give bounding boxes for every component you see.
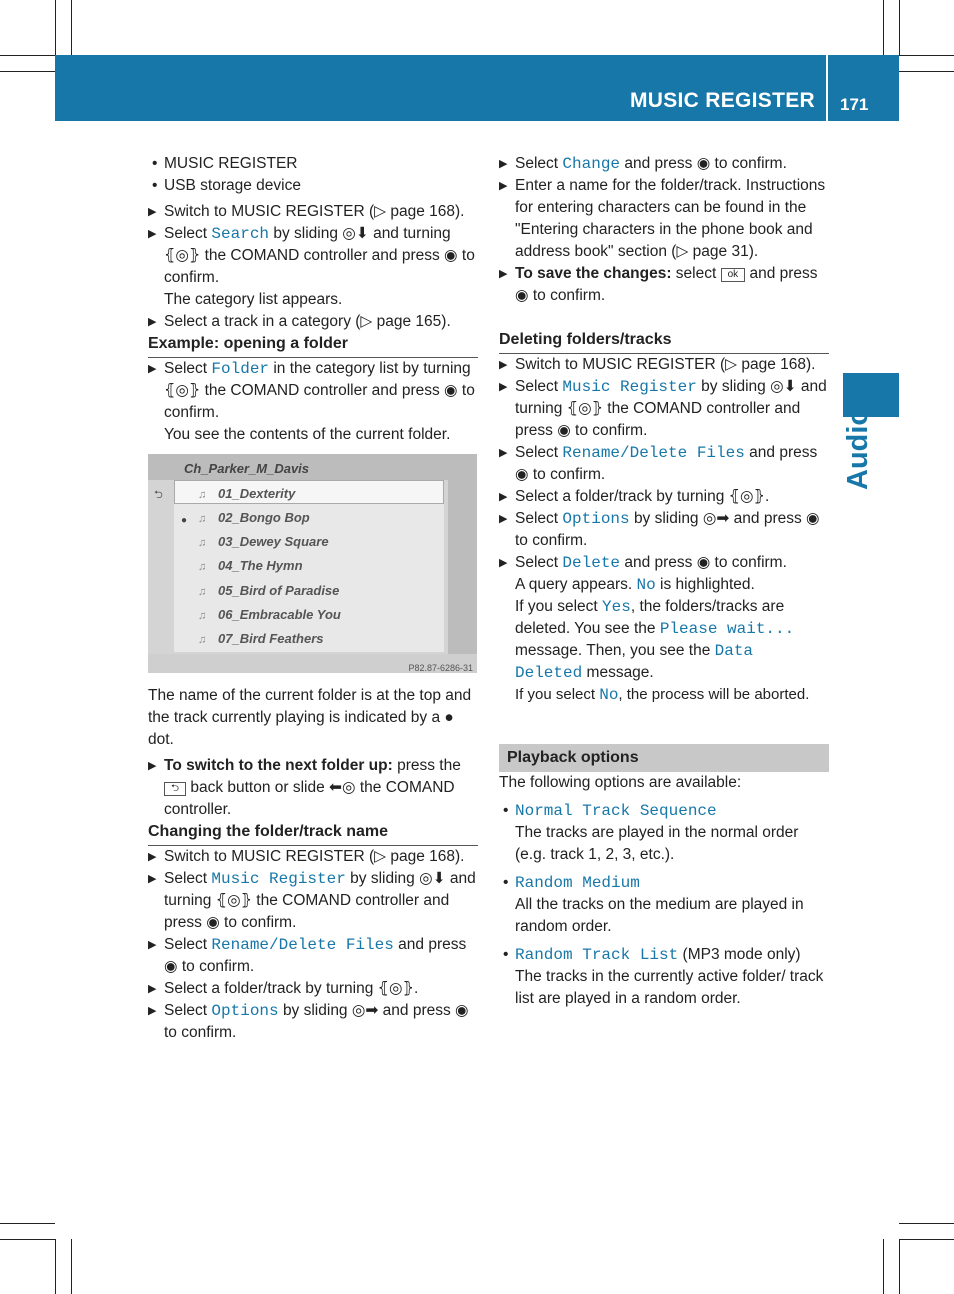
menu-term: Options	[211, 1002, 279, 1020]
crop-mark	[55, 1239, 56, 1294]
step: ▶ Switch to MUSIC REGISTER (▷ page 168).	[148, 203, 465, 220]
step: ▶ Select Music Register by sliding ◎⬇ and turning ⦃◎⦄ the COMAND controller and press ◉ to confirm.	[499, 378, 827, 439]
note-icon: ♫	[198, 489, 207, 501]
step: ▶ Select a folder/track by turning ⦃◎⦄.	[499, 488, 770, 505]
screen-highlight	[174, 480, 444, 504]
step: ▶ Select Delete and press ◉ to confirm.	[499, 554, 787, 572]
menu-term: Options	[562, 510, 630, 528]
menu-term: Please wait...	[659, 620, 795, 638]
screen-track: 01_Dexterity	[218, 486, 296, 501]
screen-track: 06_Embracable You	[218, 607, 341, 622]
menu-term: Yes	[602, 598, 631, 616]
note-icon: ♫	[198, 610, 207, 622]
step-result: If you select Yes, the folders/tracks are deleted. You see the Please wait... message. Then, you see the Data Deleted message.	[515, 598, 795, 682]
note-icon: ♫	[198, 537, 207, 549]
step-result: A query appears. No is highlighted.	[515, 576, 755, 594]
step: ▶ To switch to the next folder up: press the ⮌ back button or slide ⬅◎ the COMAND controller.	[148, 757, 461, 818]
back-button-icon: ⮌	[164, 782, 186, 796]
note-icon: ♫	[198, 561, 207, 573]
list-item: • MUSIC REGISTER	[152, 155, 298, 172]
option-description: The tracks are played in the normal order (e.g. track 1, 2, 3, etc.).	[515, 824, 799, 863]
left-column	[148, 153, 478, 1044]
step: ▶ Switch to MUSIC REGISTER (▷ page 168).	[148, 848, 465, 865]
crop-mark	[0, 71, 55, 72]
screen-track: 02_Bongo Bop	[218, 510, 310, 525]
crop-mark	[899, 1223, 954, 1224]
header-title: MUSIC REGISTER	[629, 89, 815, 112]
note-icon: ♫	[198, 513, 207, 525]
step-result: You see the contents of the current folder.	[164, 426, 451, 443]
note-icon: ♫	[198, 634, 207, 646]
menu-term: Folder	[211, 360, 270, 378]
crop-mark	[883, 0, 884, 55]
menu-term: Rename/Delete Files	[211, 936, 394, 954]
crop-mark	[0, 55, 55, 56]
option-description: All the tracks on the medium are played in random order.	[515, 896, 804, 935]
crop-mark	[899, 55, 954, 56]
step: ▶ Select Change and press ◉ to confirm.	[499, 155, 787, 173]
step: ▶ Select Search by sliding ◎⬇ and turning ⦃◎⦄ the COMAND controller and press ◉ to confirm.	[148, 225, 475, 286]
option-term: Random Track List	[515, 946, 679, 964]
menu-term: Delete	[562, 554, 621, 572]
display-screenshot	[148, 454, 477, 673]
crop-mark	[0, 1223, 55, 1224]
step: ▶ Enter a name for the folder/track. Instructions for entering characters can be found in the "Entering characters in the phone book and address book" section (▷ page 31).	[499, 177, 826, 260]
page-header	[55, 55, 899, 121]
crop-mark	[899, 0, 900, 55]
menu-term: Music Register	[211, 870, 346, 888]
step: ▶ Select a folder/track by turning ⦃◎⦄.	[148, 980, 419, 997]
screen-folder-name: Ch_Parker_M_Davis	[184, 461, 310, 476]
note-icon: ♫	[198, 586, 207, 598]
screen-track: 04_The Hymn	[218, 558, 303, 573]
crop-mark	[899, 1239, 954, 1240]
menu-term: Rename/Delete Files	[562, 444, 745, 462]
screen-track: 07_Bird Feathers	[218, 631, 324, 646]
section-heading: Example: opening a folder	[148, 333, 478, 358]
screen-scrollbar	[448, 454, 477, 654]
step: ▶ Select a track in a category (▷ page 165).	[148, 313, 451, 330]
menu-term: No	[599, 686, 619, 704]
step: ▶ Select Options by sliding ◎➡ and press ◉ to confirm.	[499, 510, 820, 549]
crop-mark	[71, 1239, 72, 1294]
list-item: • USB storage device	[152, 177, 301, 194]
section-label	[826, 407, 886, 490]
section-label-text: Audio	[842, 407, 874, 490]
step: ▶ Select Options by sliding ◎➡ and press ◉ to confirm.	[148, 1002, 469, 1041]
crop-mark	[883, 1239, 884, 1294]
section-heading: Changing the folder/track name	[148, 821, 478, 846]
page-number: 171	[840, 95, 869, 114]
crop-mark	[899, 1239, 900, 1294]
step: ▶ Select Rename/Delete Files and press ◉ to confirm.	[499, 444, 818, 483]
option-item: • Random Medium	[503, 874, 640, 892]
section-heading-bar: Playback options	[499, 744, 829, 772]
section-heading: Deleting folders/tracks	[499, 329, 829, 354]
option-item: • Normal Track Sequence	[503, 802, 717, 820]
step-result: If you select No, the process will be aborted.	[515, 686, 810, 704]
menu-term: No	[636, 576, 656, 594]
ok-button-icon: ok	[721, 268, 746, 282]
step: ▶ Select Music Register by sliding ◎⬇ and turning ⦃◎⦄ the COMAND controller and press ◉ to confirm.	[148, 870, 476, 931]
screen-track: 05_Bird of Paradise	[218, 583, 340, 598]
step: ▶ Switch to MUSIC REGISTER (▷ page 168).	[499, 356, 816, 373]
step: ▶ Select Folder in the category list by turning ⦃◎⦄ the COMAND controller and press ◉ to confirm.	[148, 360, 475, 421]
step-result: The category list appears.	[164, 291, 343, 308]
option-item: • Random Track List (MP3 mode only)	[503, 946, 801, 964]
paragraph: The following options are available:	[499, 774, 742, 791]
menu-term: Change	[562, 155, 621, 173]
step: ▶ To save the changes: select ok and press ◉ to confirm.	[499, 265, 818, 304]
image-code: P82.87-6286-31	[408, 663, 473, 673]
header-divider	[826, 55, 828, 121]
menu-term: Search	[211, 225, 270, 243]
option-term: Random Medium	[515, 874, 640, 892]
crop-mark	[71, 0, 72, 55]
back-icon: ⮌	[154, 489, 163, 501]
option-description: The tracks in the currently active folder/ track list are played in a random order.	[515, 968, 824, 1007]
screen-track: 03_Dewey Square	[218, 534, 329, 549]
screen-list-pane	[174, 480, 444, 652]
right-column	[499, 153, 829, 1010]
crop-mark	[55, 0, 56, 55]
step: ▶ Select Rename/Delete Files and press ◉ to confirm.	[148, 936, 467, 975]
menu-term: Music Register	[562, 378, 697, 396]
paragraph: The name of the current folder is at the top and the track currently playing is indicated by a ● dot.	[148, 687, 472, 748]
playing-dot-icon: ●	[181, 515, 188, 526]
crop-mark	[899, 71, 954, 72]
option-term: Normal Track Sequence	[515, 802, 717, 820]
menu-term: Data Deleted	[515, 642, 754, 682]
crop-mark	[0, 1239, 55, 1240]
